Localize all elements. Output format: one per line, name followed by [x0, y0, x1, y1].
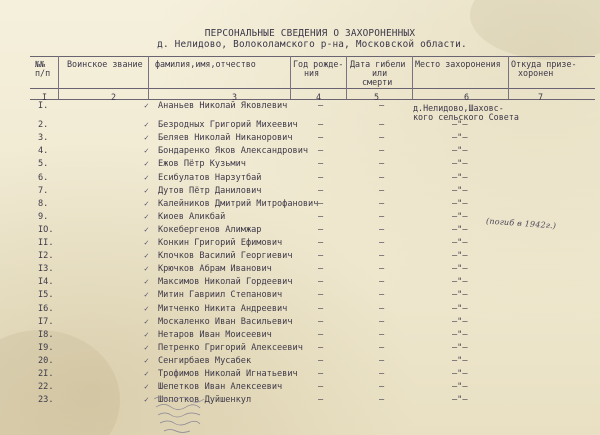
- burial-place-ditto: –"–: [452, 277, 468, 288]
- check-mark-icon: ✓: [144, 159, 149, 169]
- burial-place-ditto: –"–: [452, 382, 468, 393]
- table-row: [0, 343, 600, 355]
- header-from: Откуда призе-: [511, 59, 577, 69]
- person-name: Клочков Василий Георгиевич: [158, 251, 293, 262]
- person-name: Ананьев Николай Яковлевич: [158, 101, 288, 111]
- birth-year-cell: –: [318, 382, 324, 393]
- death-date-cell: –: [379, 290, 385, 301]
- burial-place-ditto: –"–: [452, 303, 468, 314]
- table-row: [0, 304, 600, 316]
- birth-year-cell: –: [318, 159, 324, 170]
- burial-place-ditto: –"–: [452, 211, 468, 222]
- person-name: Трофимов Николай Игнатьевич: [158, 369, 298, 379]
- burial-place-ditto: –"–: [452, 264, 468, 275]
- table-row: [0, 186, 600, 198]
- table-row: [0, 264, 600, 276]
- column-number: I: [42, 92, 48, 102]
- header-death-or: или: [372, 68, 388, 78]
- table-row: [0, 173, 600, 185]
- check-mark-icon: ✓: [144, 303, 149, 313]
- row-number: II.: [38, 238, 54, 248]
- burial-place-ditto: –"–: [452, 342, 468, 353]
- check-mark-icon: ✓: [144, 198, 149, 208]
- burial-place-line2: кого сельского Совета: [413, 112, 519, 122]
- row-number: I2.: [38, 251, 54, 262]
- person-name: Киоев Аликбай: [158, 211, 226, 222]
- document-subtitle: д. Нелидово, Волоколамского р-на, Московской области.: [157, 39, 467, 50]
- check-mark-icon: ✓: [144, 369, 149, 378]
- row-number: IO.: [38, 224, 54, 235]
- row-number: 2I.: [38, 369, 54, 379]
- check-mark-icon: ✓: [144, 185, 149, 195]
- burial-place-ditto: –"–: [452, 185, 468, 196]
- death-date-cell: –: [379, 238, 385, 248]
- burial-place-ditto: –"–: [452, 133, 468, 144]
- check-mark-icon: ✓: [144, 290, 149, 300]
- birth-year-cell: –: [318, 290, 324, 301]
- death-date-cell: –: [379, 101, 385, 111]
- person-name: Шопотков Дуйшенкул: [158, 395, 252, 406]
- table-row: [0, 159, 600, 171]
- birth-year-cell: –: [318, 329, 324, 340]
- birth-year-cell: –: [318, 303, 324, 314]
- burial-place-ditto: –"–: [452, 198, 468, 209]
- table-row: [0, 356, 600, 368]
- header-death: Дата гибели: [350, 59, 406, 69]
- burial-place-ditto: –"–: [452, 120, 468, 131]
- row-number: 2.: [38, 120, 49, 131]
- person-name: Крючков Абрам Иванович: [158, 264, 272, 275]
- birth-year-cell: –: [318, 238, 324, 248]
- header-death-sub: смерти: [362, 77, 393, 87]
- birth-year-cell: –: [318, 264, 324, 275]
- person-name: Кокебергенов Алимжар: [158, 224, 262, 235]
- column-divider: [412, 56, 413, 99]
- death-date-cell: –: [379, 303, 385, 314]
- row-number: 8.: [38, 198, 49, 209]
- column-number: 7: [538, 92, 544, 102]
- table-row: [0, 101, 600, 113]
- table-row: [0, 290, 600, 302]
- birth-year-cell: –: [318, 101, 324, 111]
- column-divider: [508, 56, 509, 99]
- row-number: 4.: [38, 146, 49, 157]
- birth-year-cell: –: [318, 395, 324, 406]
- person-name: Шепетков Иван Алексеевич: [158, 382, 283, 393]
- check-mark-icon: ✓: [144, 211, 149, 221]
- death-date-cell: –: [379, 329, 385, 340]
- death-date-cell: –: [379, 120, 385, 131]
- check-mark-icon: ✓: [144, 238, 149, 247]
- column-divider: [148, 56, 149, 99]
- check-mark-icon: ✓: [144, 146, 149, 156]
- table-row: [0, 251, 600, 263]
- birth-year-cell: –: [318, 251, 324, 262]
- death-date-cell: –: [379, 198, 385, 209]
- check-mark-icon: ✓: [144, 172, 149, 182]
- death-date-cell: –: [379, 355, 385, 366]
- death-date-cell: –: [379, 264, 385, 275]
- header-birth: Год рожде-: [293, 59, 344, 69]
- death-date-cell: –: [379, 316, 385, 327]
- document-title: ПЕРСОНАЛЬНЫЕ СВЕДЕНИЯ О ЗАХОРОНЕННЫХ: [204, 28, 416, 39]
- check-mark-icon: ✓: [144, 316, 149, 326]
- table-row: [0, 238, 600, 250]
- table-row: [0, 369, 600, 381]
- death-date-cell: –: [379, 369, 385, 379]
- check-mark-icon: ✓: [144, 329, 149, 339]
- header-from-sub: хоронен: [518, 68, 554, 78]
- burial-place-ditto: –"–: [452, 251, 468, 262]
- row-number: 3.: [38, 133, 49, 144]
- table-row: [0, 133, 600, 145]
- person-name: Максимов Николай Гордеевич: [158, 277, 293, 288]
- birth-year-cell: –: [318, 211, 324, 222]
- column-number: 3: [232, 92, 238, 102]
- birth-year-cell: –: [318, 146, 324, 157]
- header-top-line: [30, 56, 595, 57]
- person-name: Сенгирбаев Мусабек: [158, 355, 252, 366]
- handwritten-note: (погиб в 1942г.): [485, 216, 557, 231]
- birth-year-cell: –: [318, 342, 324, 353]
- death-date-cell: –: [379, 395, 385, 406]
- person-name: Есибулатов Нарзутбай: [158, 172, 262, 183]
- row-number: I5.: [38, 290, 54, 301]
- death-date-cell: –: [379, 146, 385, 157]
- death-date-cell: –: [379, 251, 385, 262]
- burial-place-ditto: –"–: [452, 316, 468, 327]
- person-name: Конкин Григорий Ефимович: [158, 238, 283, 248]
- header-num: №№: [35, 59, 46, 69]
- death-date-cell: –: [379, 172, 385, 183]
- check-mark-icon: ✓: [144, 395, 149, 405]
- column-divider: [58, 56, 59, 99]
- check-mark-icon: ✓: [144, 277, 149, 287]
- person-name: Безродных Григорий Михеевич: [158, 120, 298, 131]
- row-number: 20.: [38, 355, 54, 366]
- table-row: [0, 317, 600, 329]
- check-mark-icon: ✓: [144, 133, 149, 143]
- birth-year-cell: –: [318, 355, 324, 366]
- death-date-cell: –: [379, 159, 385, 170]
- header-burial: Место захоронения: [415, 59, 501, 69]
- birth-year-cell: –: [318, 316, 324, 327]
- check-mark-icon: ✓: [144, 382, 149, 392]
- check-mark-icon: ✓: [144, 101, 149, 110]
- header-birth-sub: ния: [304, 68, 320, 78]
- row-number: I3.: [38, 264, 54, 275]
- column-number: 2: [111, 92, 117, 102]
- burial-place-ditto: –"–: [452, 395, 468, 406]
- row-number: I8.: [38, 329, 54, 340]
- check-mark-icon: ✓: [144, 355, 149, 365]
- row-number: 22.: [38, 382, 54, 393]
- burial-place-ditto: –"–: [452, 329, 468, 340]
- table-row: [0, 146, 600, 158]
- burial-place-ditto: –"–: [452, 290, 468, 301]
- person-name: Калейников Дмитрий Митрофанович: [158, 198, 319, 209]
- table-row: [0, 330, 600, 342]
- check-mark-icon: ✓: [144, 342, 149, 352]
- column-number: 5: [374, 92, 380, 102]
- burial-place-ditto: –"–: [452, 238, 468, 248]
- row-number: I7.: [38, 316, 54, 327]
- row-number: I6.: [38, 303, 54, 314]
- birth-year-cell: –: [318, 369, 324, 379]
- burial-place-ditto: –"–: [452, 355, 468, 366]
- handwritten-scribble: [150, 393, 250, 435]
- death-date-cell: –: [379, 133, 385, 144]
- check-mark-icon: ✓: [144, 120, 149, 130]
- row-number: 23.: [38, 395, 54, 406]
- person-name: Беляев Николай Никанорович: [158, 133, 293, 144]
- table-row: [0, 382, 600, 394]
- table-row: [0, 395, 600, 407]
- death-date-cell: –: [379, 342, 385, 353]
- death-date-cell: –: [379, 211, 385, 222]
- birth-year-cell: –: [318, 198, 324, 209]
- row-number: I9.: [38, 342, 54, 353]
- table-row: [0, 277, 600, 289]
- burial-place-line1: д.Нелидово,Шаховс-: [413, 103, 504, 113]
- death-date-cell: –: [379, 185, 385, 196]
- check-mark-icon: ✓: [144, 224, 149, 234]
- birth-year-cell: –: [318, 185, 324, 196]
- column-number: 4: [316, 92, 322, 102]
- birth-year-cell: –: [318, 133, 324, 144]
- header-num-sub: п/п: [35, 68, 51, 78]
- death-date-cell: –: [379, 224, 385, 235]
- person-name: Бондаренко Яков Александрович: [158, 146, 309, 157]
- birth-year-cell: –: [318, 120, 324, 131]
- person-name: Ежов Пётр Кузьмич: [158, 159, 246, 170]
- column-number: 6: [464, 92, 470, 102]
- burial-place-ditto: –"–: [452, 146, 468, 157]
- column-divider: [346, 56, 347, 99]
- birth-year-cell: –: [318, 224, 324, 235]
- burial-place-ditto: –"–: [452, 159, 468, 170]
- row-number: 7.: [38, 185, 49, 196]
- row-number: I4.: [38, 277, 54, 288]
- row-number: 5.: [38, 159, 49, 170]
- birth-year-cell: –: [318, 277, 324, 288]
- person-name: Нетаров Иван Моисеевич: [158, 329, 272, 340]
- row-number: 6.: [38, 172, 49, 183]
- burial-place-ditto: –"–: [452, 369, 468, 379]
- death-date-cell: –: [379, 382, 385, 393]
- burial-place-ditto: –"–: [452, 224, 468, 235]
- burial-place-ditto: –"–: [452, 172, 468, 183]
- table-row: [0, 199, 600, 211]
- row-number: I.: [38, 101, 49, 111]
- person-name: Москаленко Иван Васильевич: [158, 316, 293, 327]
- check-mark-icon: ✓: [144, 264, 149, 274]
- person-name: Митченко Никита Андреевич: [158, 303, 288, 314]
- death-date-cell: –: [379, 277, 385, 288]
- column-divider: [290, 56, 291, 99]
- header-name: фамилия,имя,отчество: [155, 59, 256, 69]
- header-bottom-line: [30, 88, 595, 89]
- check-mark-icon: ✓: [144, 251, 149, 261]
- person-name: Дутов Пётр Данилович: [158, 185, 262, 196]
- person-name: Митин Гавриил Степанович: [158, 290, 283, 301]
- birth-year-cell: –: [318, 172, 324, 183]
- person-name: Петренко Григорий Алексеевич: [158, 342, 303, 353]
- header-rank: Воинское звание: [67, 59, 143, 69]
- table-row: [0, 120, 600, 132]
- row-number: 9.: [38, 211, 49, 222]
